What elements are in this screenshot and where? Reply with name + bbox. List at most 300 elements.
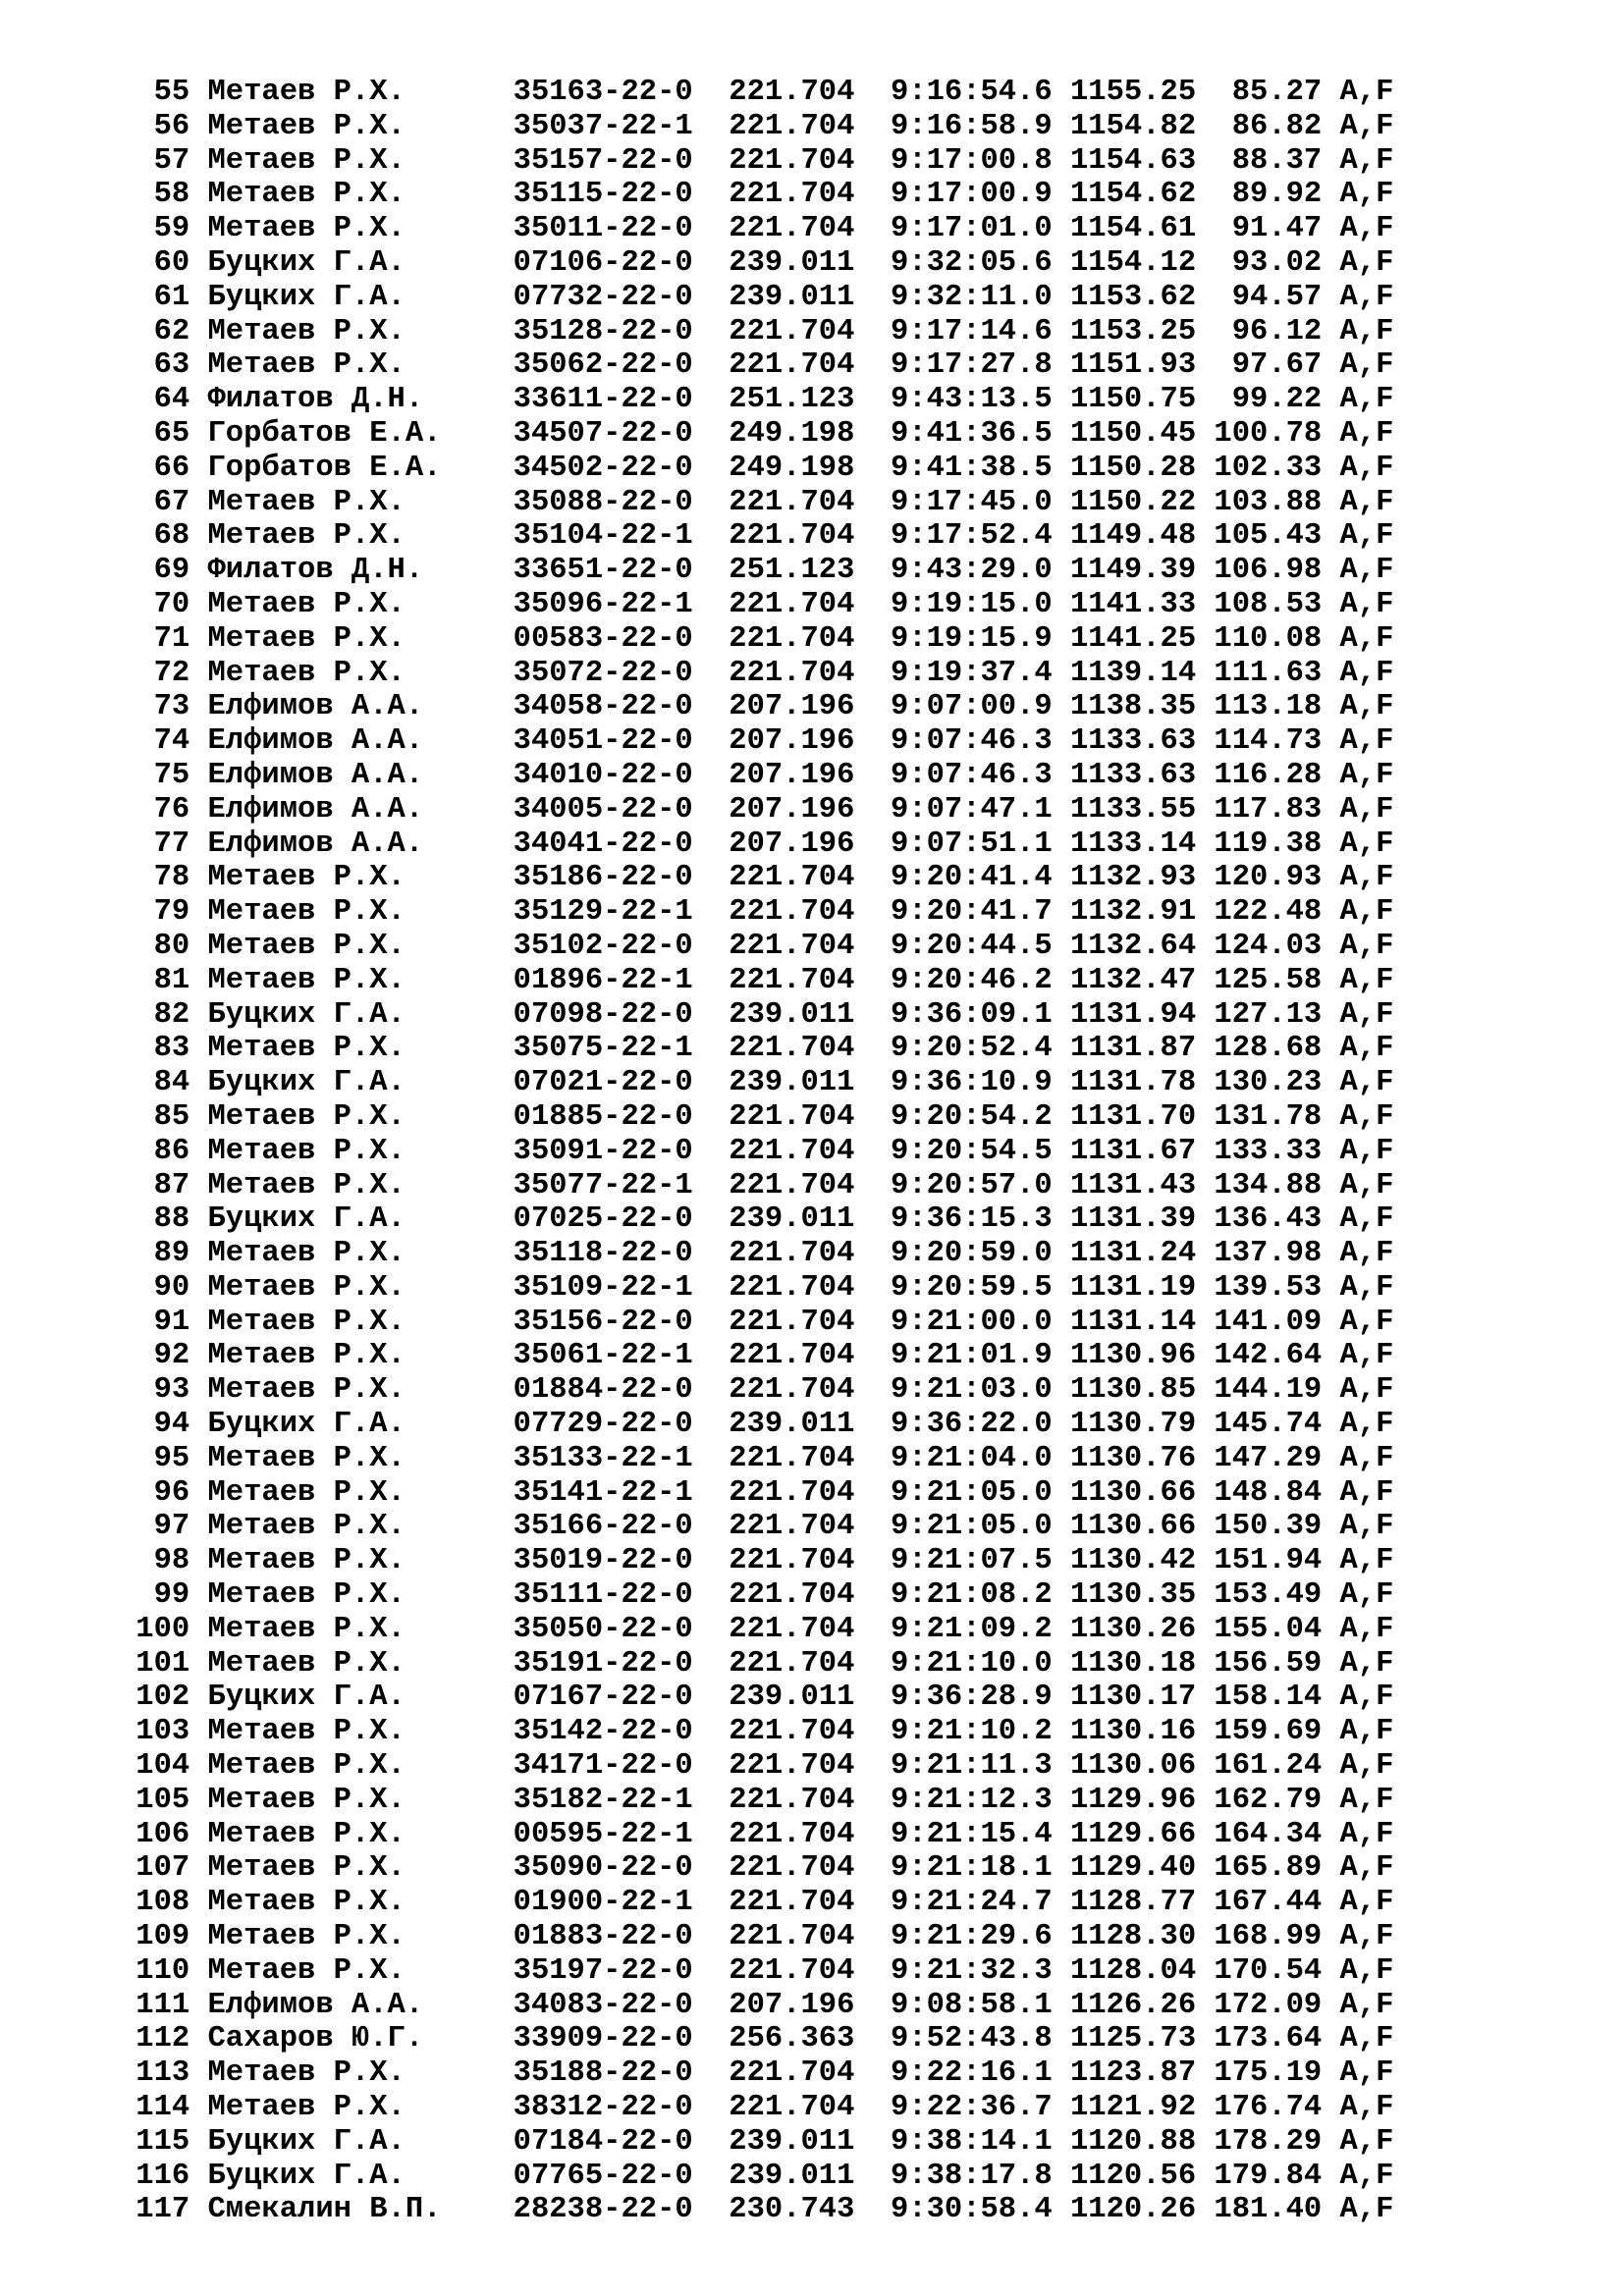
flags: A,F: [1339, 451, 1394, 485]
ring-number: 35072-22-0: [513, 656, 693, 690]
row-number: 72: [153, 656, 190, 690]
points-value: 85.27: [1231, 76, 1323, 109]
pilot-name: Горбатов Е.А.: [207, 416, 442, 451]
arrival-time: 9:17:14.6: [890, 314, 1053, 348]
table-row: [118, 1408, 1412, 1442]
arrival-time: 9:22:16.1: [890, 2056, 1053, 2091]
pilot-name: Метаев Р.Х.: [207, 1544, 406, 1578]
ring-number: 35096-22-1: [513, 587, 693, 621]
flags: A,F: [1339, 280, 1394, 314]
speed-value: 1130.96: [1070, 1339, 1197, 1373]
row-number: 114: [135, 2091, 190, 2125]
table-row: [118, 1510, 1412, 1544]
speed-value: 1149.39: [1070, 554, 1197, 588]
arrival-time: 9:17:00.8: [890, 143, 1053, 178]
row-number: 76: [153, 792, 190, 827]
arrival-time: 9:19:15.0: [890, 587, 1053, 621]
table-row: [118, 724, 1412, 759]
pilot-name: Метаев Р.Х.: [207, 1886, 406, 1920]
points-value: 159.69: [1214, 1715, 1323, 1749]
flags: A,F: [1339, 1066, 1394, 1100]
flags: A,F: [1339, 1544, 1394, 1578]
table-row: [118, 622, 1412, 657]
points-value: 94.57: [1231, 280, 1323, 314]
distance-km: 239.011: [729, 280, 855, 314]
ring-number: 34041-22-0: [513, 827, 693, 861]
arrival-time: 9:21:05.0: [890, 1510, 1053, 1544]
pilot-name: Буцких Г.А.: [207, 280, 406, 314]
row-number: 70: [153, 587, 190, 621]
ring-number: 35141-22-1: [513, 1475, 693, 1510]
flags: A,F: [1339, 554, 1394, 588]
points-value: 105.43: [1214, 519, 1323, 554]
distance-km: 221.704: [729, 1578, 855, 1613]
points-value: 89.92: [1231, 178, 1323, 212]
speed-value: 1133.14: [1070, 827, 1197, 861]
distance-km: 221.704: [729, 1475, 855, 1510]
pilot-name: Метаев Р.Х.: [207, 1032, 406, 1066]
flags: A,F: [1339, 587, 1394, 621]
ring-number: 35062-22-0: [513, 348, 693, 383]
points-value: 162.79: [1214, 1783, 1323, 1817]
row-number: 115: [135, 2124, 190, 2159]
row-number: 99: [153, 1578, 190, 1613]
speed-value: 1130.76: [1070, 1441, 1197, 1475]
distance-km: 239.011: [729, 1408, 855, 1442]
table-row: [118, 144, 1412, 179]
table-row: [118, 1647, 1412, 1682]
distance-km: 251.123: [729, 383, 855, 417]
arrival-time: 9:21:01.9: [890, 1339, 1053, 1373]
speed-value: 1153.62: [1070, 280, 1197, 314]
ring-number: 35118-22-0: [513, 1237, 693, 1271]
table-row: [118, 417, 1412, 452]
speed-value: 1130.06: [1070, 1749, 1197, 1784]
ring-number: 35102-22-0: [513, 929, 693, 963]
row-number: 96: [153, 1475, 190, 1510]
flags: A,F: [1339, 929, 1394, 963]
points-value: 179.84: [1214, 2159, 1323, 2193]
points-value: 136.43: [1214, 1202, 1323, 1237]
speed-value: 1131.67: [1070, 1134, 1197, 1168]
pilot-name: Метаев Р.Х.: [207, 621, 406, 656]
arrival-time: 9:21:00.0: [890, 1305, 1053, 1339]
row-number: 79: [153, 895, 190, 930]
table-row: [118, 2125, 1412, 2160]
flags: A,F: [1339, 1988, 1394, 2022]
distance-km: 221.704: [729, 1544, 855, 1578]
arrival-time: 9:20:57.0: [890, 1168, 1053, 1202]
row-number: 88: [153, 1202, 190, 1237]
flags: A,F: [1339, 1783, 1394, 1817]
flags: A,F: [1339, 519, 1394, 554]
points-value: 144.19: [1214, 1373, 1323, 1408]
pilot-name: Елфимов А.А.: [207, 792, 424, 827]
row-number: 107: [135, 1851, 190, 1886]
distance-km: 221.704: [729, 2056, 855, 2091]
arrival-time: 9:07:51.1: [890, 827, 1053, 861]
points-value: 178.29: [1214, 2124, 1323, 2159]
arrival-time: 9:43:13.5: [890, 383, 1053, 417]
distance-km: 221.704: [729, 621, 855, 656]
table-row: [118, 315, 1412, 349]
arrival-time: 9:36:15.3: [890, 1202, 1053, 1237]
pilot-name: Метаев Р.Х.: [207, 1305, 406, 1339]
points-value: 151.94: [1214, 1544, 1323, 1578]
table-row: [118, 1886, 1412, 1920]
table-row: [118, 793, 1412, 828]
arrival-time: 9:21:12.3: [890, 1783, 1053, 1817]
points-value: 127.13: [1214, 997, 1323, 1032]
points-value: 147.29: [1214, 1441, 1323, 1475]
speed-value: 1125.73: [1070, 2022, 1197, 2056]
ring-number: 35037-22-1: [513, 109, 693, 143]
distance-km: 221.704: [729, 1817, 855, 1851]
pilot-name: Буцких Г.А.: [207, 997, 406, 1032]
row-number: 81: [153, 963, 190, 997]
flags: A,F: [1339, 861, 1394, 895]
speed-value: 1154.63: [1070, 143, 1197, 178]
arrival-time: 9:07:46.3: [890, 724, 1053, 759]
ring-number: 35156-22-0: [513, 1305, 693, 1339]
points-value: 150.39: [1214, 1510, 1323, 1544]
points-value: 131.78: [1214, 1099, 1323, 1134]
flags: A,F: [1339, 485, 1394, 519]
pilot-name: Метаев Р.Х.: [207, 1168, 406, 1202]
row-number: 56: [153, 109, 190, 143]
points-value: 108.53: [1214, 587, 1323, 621]
row-number: 106: [135, 1817, 190, 1851]
row-number: 105: [135, 1783, 190, 1817]
table-row: [118, 1989, 1412, 2023]
speed-value: 1153.25: [1070, 314, 1197, 348]
distance-km: 221.704: [729, 1441, 855, 1475]
points-value: 148.84: [1214, 1475, 1323, 1510]
flags: A,F: [1339, 1817, 1394, 1851]
flags: A,F: [1339, 212, 1394, 246]
pilot-name: Сахаров Ю.Г.: [207, 2022, 424, 2056]
distance-km: 221.704: [729, 1783, 855, 1817]
points-value: 88.37: [1231, 143, 1323, 178]
table-row: [118, 759, 1412, 793]
speed-value: 1133.55: [1070, 792, 1197, 827]
points-value: 113.18: [1214, 690, 1323, 724]
distance-km: 221.704: [729, 1339, 855, 1373]
arrival-time: 9:21:10.0: [890, 1646, 1053, 1681]
ring-number: 34502-22-0: [513, 451, 693, 485]
points-value: 119.38: [1214, 827, 1323, 861]
distance-km: 221.704: [729, 1270, 855, 1305]
arrival-time: 9:20:59.5: [890, 1270, 1053, 1305]
speed-value: 1155.25: [1070, 76, 1197, 109]
table-row: [118, 178, 1412, 212]
ring-number: 34083-22-0: [513, 1988, 693, 2022]
table-row: [118, 1237, 1412, 1271]
table-row: [118, 1715, 1412, 1749]
row-number: 59: [153, 212, 190, 246]
row-number: 74: [153, 724, 190, 759]
speed-value: 1131.94: [1070, 997, 1197, 1032]
pilot-name: Метаев Р.Х.: [207, 76, 406, 109]
ring-number: 34507-22-0: [513, 416, 693, 451]
points-value: 155.04: [1214, 1612, 1323, 1646]
points-value: 167.44: [1214, 1886, 1323, 1920]
ring-number: 35163-22-0: [513, 76, 693, 109]
ring-number: 07025-22-0: [513, 1202, 693, 1237]
speed-value: 1123.87: [1070, 2056, 1197, 2091]
points-value: 117.83: [1214, 792, 1323, 827]
table-row: [118, 1066, 1412, 1100]
flags: A,F: [1339, 2193, 1394, 2227]
distance-km: 239.011: [729, 2159, 855, 2193]
table-row: [118, 1749, 1412, 1784]
pilot-name: Буцких Г.А.: [207, 1202, 406, 1237]
points-value: 93.02: [1231, 245, 1323, 280]
table-row: [118, 1954, 1412, 1989]
arrival-time: 9:20:41.7: [890, 895, 1053, 930]
flags: A,F: [1339, 1305, 1394, 1339]
flags: A,F: [1339, 143, 1394, 178]
speed-value: 1128.04: [1070, 1953, 1197, 1988]
arrival-time: 9:20:44.5: [890, 929, 1053, 963]
row-number: 82: [153, 997, 190, 1032]
pilot-name: Метаев Р.Х.: [207, 656, 406, 690]
distance-km: 221.704: [729, 1510, 855, 1544]
flags: A,F: [1339, 2124, 1394, 2159]
row-number: 104: [135, 1749, 190, 1784]
pilot-name: Метаев Р.Х.: [207, 109, 406, 143]
distance-km: 221.704: [729, 1715, 855, 1749]
ring-number: 35111-22-0: [513, 1578, 693, 1613]
pilot-name: Метаев Р.Х.: [207, 485, 406, 519]
row-number: 73: [153, 690, 190, 724]
row-number: 91: [153, 1305, 190, 1339]
distance-km: 249.198: [729, 416, 855, 451]
arrival-time: 9:17:45.0: [890, 485, 1053, 519]
row-number: 111: [135, 1988, 190, 2022]
row-number: 75: [153, 758, 190, 792]
row-number: 116: [135, 2159, 190, 2193]
points-value: 161.24: [1214, 1749, 1323, 1784]
distance-km: 207.196: [729, 758, 855, 792]
distance-km: 221.704: [729, 1851, 855, 1886]
pilot-name: Метаев Р.Х.: [207, 1475, 406, 1510]
speed-value: 1121.92: [1070, 2091, 1197, 2125]
flags: A,F: [1339, 416, 1394, 451]
points-value: 114.73: [1214, 724, 1323, 759]
row-number: 97: [153, 1510, 190, 1544]
distance-km: 221.704: [729, 1953, 855, 1988]
pilot-name: Елфимов А.А.: [207, 758, 424, 792]
row-number: 66: [153, 451, 190, 485]
ring-number: 00595-22-1: [513, 1817, 693, 1851]
row-number: 69: [153, 554, 190, 588]
ring-number: 35182-22-1: [513, 1783, 693, 1817]
row-number: 117: [135, 2193, 190, 2227]
arrival-time: 9:07:46.3: [890, 758, 1053, 792]
points-value: 96.12: [1231, 314, 1323, 348]
speed-value: 1150.75: [1070, 383, 1197, 417]
arrival-time: 9:20:59.0: [890, 1237, 1053, 1271]
distance-km: 221.704: [729, 143, 855, 178]
flags: A,F: [1339, 2091, 1394, 2125]
speed-value: 1132.47: [1070, 963, 1197, 997]
flags: A,F: [1339, 1681, 1394, 1715]
pilot-name: Метаев Р.Х.: [207, 861, 406, 895]
speed-value: 1131.24: [1070, 1237, 1197, 1271]
ring-number: 35115-22-0: [513, 178, 693, 212]
pilot-name: Метаев Р.Х.: [207, 519, 406, 554]
row-number: 78: [153, 861, 190, 895]
pilot-name: Метаев Р.Х.: [207, 1612, 406, 1646]
row-number: 89: [153, 1237, 190, 1271]
ring-number: 34058-22-0: [513, 690, 693, 724]
table-row: [118, 1202, 1412, 1237]
arrival-time: 9:19:37.4: [890, 656, 1053, 690]
arrival-time: 9:21:10.2: [890, 1715, 1053, 1749]
ring-number: 34051-22-0: [513, 724, 693, 759]
distance-km: 221.704: [729, 929, 855, 963]
speed-value: 1130.42: [1070, 1544, 1197, 1578]
ring-number: 07765-22-0: [513, 2159, 693, 2193]
pilot-name: Метаев Р.Х.: [207, 1817, 406, 1851]
pilot-name: Метаев Р.Х.: [207, 1270, 406, 1305]
row-number: 92: [153, 1339, 190, 1373]
pilot-name: Метаев Р.Х.: [207, 1953, 406, 1988]
flags: A,F: [1339, 963, 1394, 997]
ring-number: 35011-22-0: [513, 212, 693, 246]
speed-value: 1132.91: [1070, 895, 1197, 930]
pilot-name: Метаев Р.Х.: [207, 1339, 406, 1373]
distance-km: 221.704: [729, 348, 855, 383]
flags: A,F: [1339, 1270, 1394, 1305]
arrival-time: 9:32:11.0: [890, 280, 1053, 314]
flags: A,F: [1339, 1510, 1394, 1544]
pilot-name: Смекалин В.П.: [207, 2193, 442, 2227]
ring-number: 35050-22-0: [513, 1612, 693, 1646]
ring-number: 00583-22-0: [513, 621, 693, 656]
arrival-time: 9:21:07.5: [890, 1544, 1053, 1578]
distance-km: 207.196: [729, 724, 855, 759]
ring-number: 35077-22-1: [513, 1168, 693, 1202]
table-row: [118, 1339, 1412, 1373]
pilot-name: Филатов Д.Н.: [207, 554, 424, 588]
points-value: 125.58: [1214, 963, 1323, 997]
speed-value: 1131.70: [1070, 1099, 1197, 1134]
speed-value: 1128.77: [1070, 1886, 1197, 1920]
table-row: [118, 1818, 1412, 1852]
pilot-name: Буцких Г.А.: [207, 2159, 406, 2193]
flags: A,F: [1339, 1099, 1394, 1134]
speed-value: 1139.14: [1070, 656, 1197, 690]
distance-km: 221.704: [729, 1646, 855, 1681]
table-row: [118, 1373, 1412, 1408]
distance-km: 221.704: [729, 109, 855, 143]
speed-value: 1151.93: [1070, 348, 1197, 383]
speed-value: 1130.17: [1070, 1681, 1197, 1715]
pilot-name: Метаев Р.Х.: [207, 895, 406, 930]
flags: A,F: [1339, 1032, 1394, 1066]
ring-number: 35142-22-0: [513, 1715, 693, 1749]
row-number: 68: [153, 519, 190, 554]
flags: A,F: [1339, 895, 1394, 930]
table-row: [118, 2091, 1412, 2125]
pilot-name: Метаев Р.Х.: [207, 1373, 406, 1408]
distance-km: 221.704: [729, 519, 855, 554]
distance-km: 221.704: [729, 1032, 855, 1066]
table-row: [118, 1135, 1412, 1169]
flags: A,F: [1339, 621, 1394, 656]
row-number: 100: [135, 1612, 190, 1646]
speed-value: 1149.48: [1070, 519, 1197, 554]
ring-number: 35128-22-0: [513, 314, 693, 348]
row-number: 113: [135, 2056, 190, 2091]
arrival-time: 9:21:24.7: [890, 1886, 1053, 1920]
pilot-name: Метаев Р.Х.: [207, 1646, 406, 1681]
points-value: 130.23: [1214, 1066, 1323, 1100]
flags: A,F: [1339, 1237, 1394, 1271]
pilot-name: Метаев Р.Х.: [207, 143, 406, 178]
speed-value: 1133.63: [1070, 724, 1197, 759]
flags: A,F: [1339, 1408, 1394, 1442]
ring-number: 35091-22-0: [513, 1134, 693, 1168]
pilot-name: Метаев Р.Х.: [207, 2091, 406, 2125]
speed-value: 1131.19: [1070, 1270, 1197, 1305]
points-value: 106.98: [1214, 554, 1323, 588]
points-value: 116.28: [1214, 758, 1323, 792]
flags: A,F: [1339, 997, 1394, 1032]
distance-km: 221.704: [729, 1168, 855, 1202]
row-number: 61: [153, 280, 190, 314]
ring-number: 35104-22-1: [513, 519, 693, 554]
points-value: 137.98: [1214, 1237, 1323, 1271]
speed-value: 1132.64: [1070, 929, 1197, 963]
pilot-name: Метаев Р.Х.: [207, 212, 406, 246]
table-row: [118, 657, 1412, 691]
flags: A,F: [1339, 1715, 1394, 1749]
table-row: [118, 1442, 1412, 1476]
row-number: 93: [153, 1373, 190, 1408]
speed-value: 1129.40: [1070, 1851, 1197, 1886]
row-number: 71: [153, 621, 190, 656]
pilot-name: Метаев Р.Х.: [207, 1441, 406, 1475]
ring-number: 07021-22-0: [513, 1066, 693, 1100]
flags: A,F: [1339, 383, 1394, 417]
points-value: 99.22: [1231, 383, 1323, 417]
ring-number: 07184-22-0: [513, 2124, 693, 2159]
pilot-name: Метаев Р.Х.: [207, 1134, 406, 1168]
table-row: [118, 964, 1412, 998]
distance-km: 207.196: [729, 792, 855, 827]
points-value: 103.88: [1214, 485, 1323, 519]
pilot-name: Метаев Р.Х.: [207, 348, 406, 383]
ring-number: 33611-22-0: [513, 383, 693, 417]
flags: A,F: [1339, 1168, 1394, 1202]
table-row: [118, 930, 1412, 964]
table-row: [118, 1784, 1412, 1818]
points-value: 164.34: [1214, 1817, 1323, 1851]
arrival-time: 9:38:17.8: [890, 2159, 1053, 2193]
flags: A,F: [1339, 109, 1394, 143]
pilot-name: Елфимов А.А.: [207, 724, 424, 759]
arrival-time: 9:41:38.5: [890, 451, 1053, 485]
arrival-time: 9:21:18.1: [890, 1851, 1053, 1886]
row-number: 108: [135, 1886, 190, 1920]
flags: A,F: [1339, 1612, 1394, 1646]
pilot-name: Метаев Р.Х.: [207, 1237, 406, 1271]
pilot-name: Елфимов А.А.: [207, 690, 424, 724]
flags: A,F: [1339, 792, 1394, 827]
